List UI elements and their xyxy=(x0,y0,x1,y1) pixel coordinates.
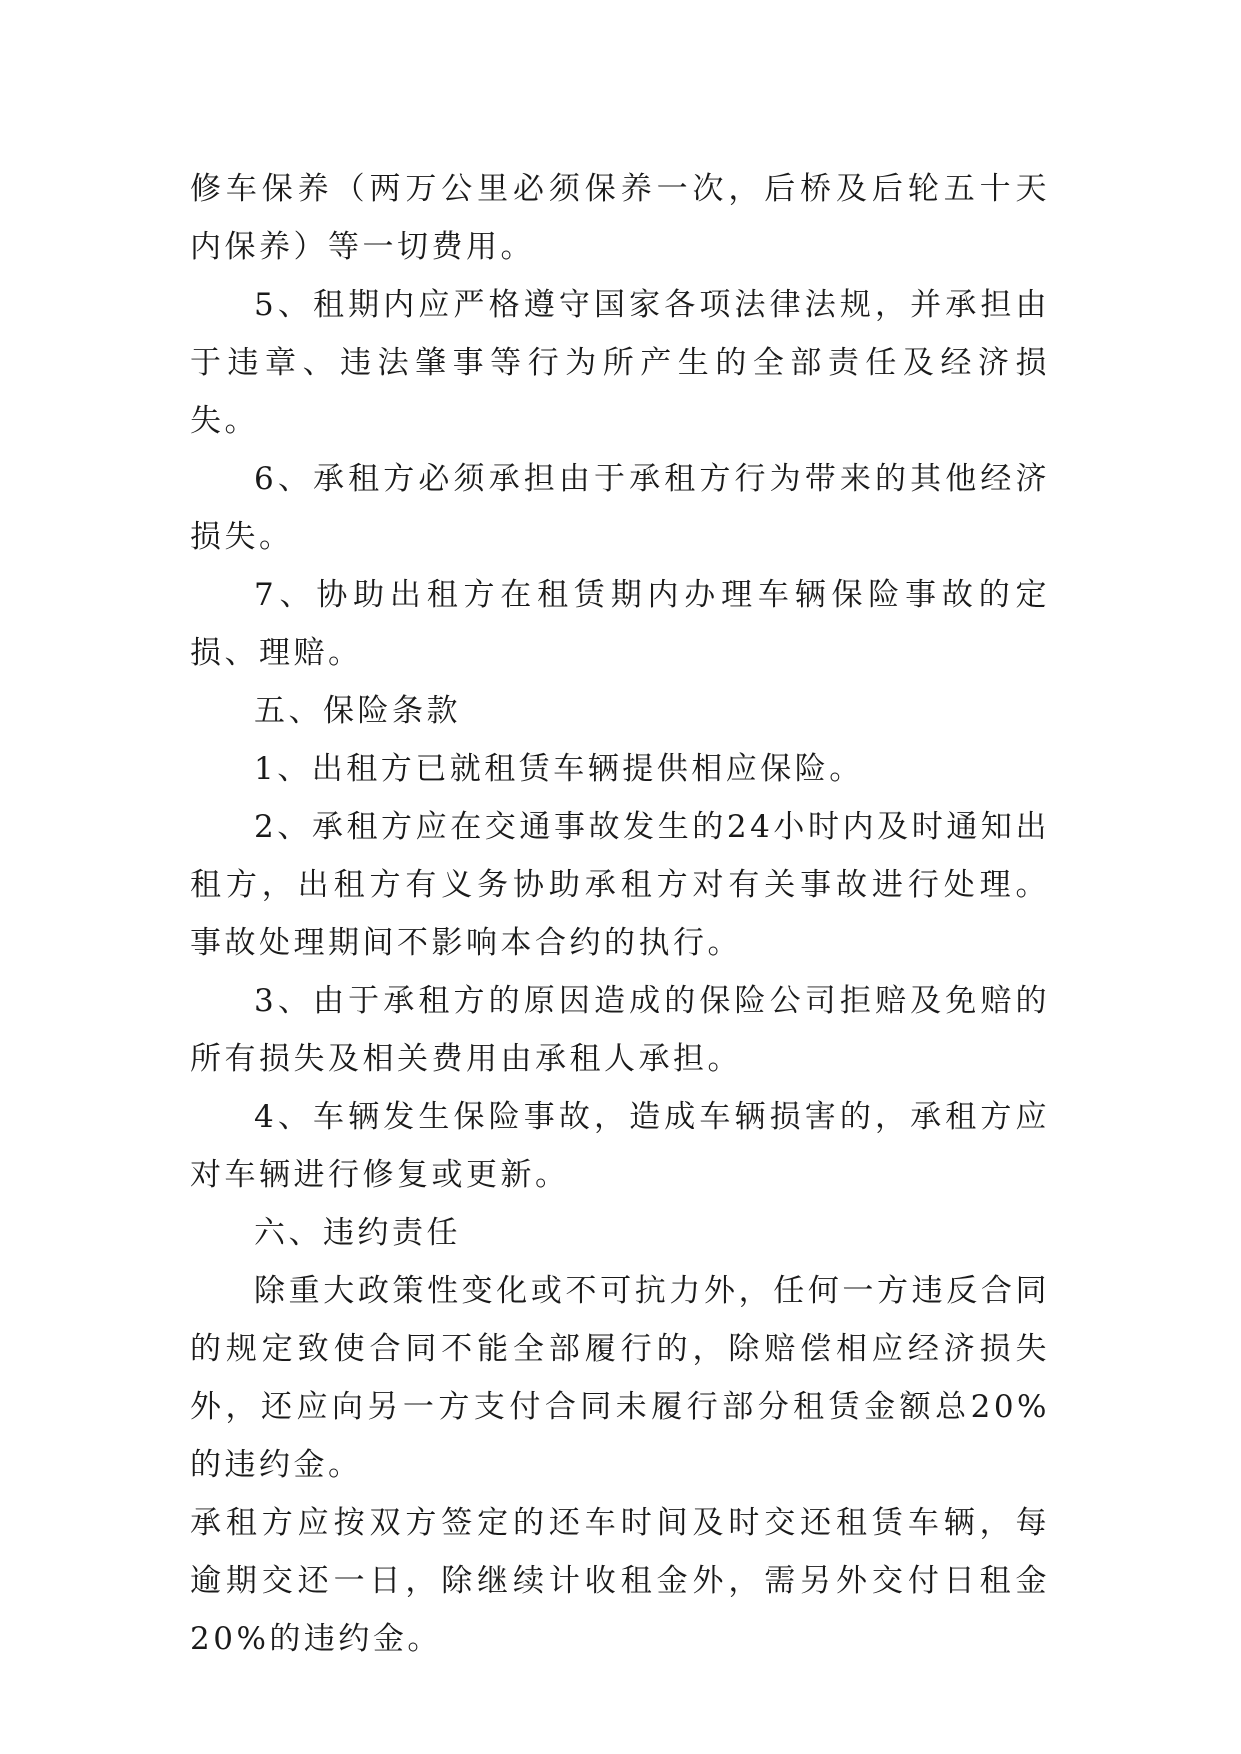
paragraph-liability-1: 除重大政策性变化或不可抗力外，任何一方违反合同的规定致使合同不能全部履行的，除赔偿相应经济损失外，还应向另一方支付合同未履行部分租赁金额总20%的违约金。 xyxy=(190,1273,1050,1483)
paragraph-insurance-4: 4、车辆发生保险事故，造成车辆损害的，承租方应对车辆进行修复或更新。 xyxy=(190,1099,1050,1193)
paragraph-clause-6: 6、承租方必须承担由于承租方行为带来的其他经济损失。 xyxy=(190,461,1050,555)
paragraph-maintenance-cost: 修车保养（两万公里必须保养一次，后桥及后轮五十天内保养）等一切费用。 xyxy=(190,171,1050,265)
section-heading-liability: 六、违约责任 xyxy=(254,1215,461,1251)
paragraph-clause-5: 5、租期内应严格遵守国家各项法律法规，并承担由于违章、违法肇事等行为所产生的全部责任及经济损失。 xyxy=(190,287,1050,439)
paragraph-clause-7: 7、协助出租方在租赁期内办理车辆保险事故的定损、理赔。 xyxy=(190,577,1050,671)
section-heading-insurance: 五、保险条款 xyxy=(254,693,461,729)
paragraph-insurance-2: 2、承租方应在交通事故发生的24小时内及时通知出租方，出租方有义务协助承租方对有关事故进行处理。事故处理期间不影响本合约的执行。 xyxy=(190,809,1050,961)
paragraph-liability-2: 承租方应按双方签定的还车时间及时交还租赁车辆，每逾期交还一日，除继续计收租金外，需另外交付日租金20%的违约金。 xyxy=(190,1505,1050,1657)
paragraph-insurance-3: 3、由于承租方的原因造成的保险公司拒赔及免赔的所有损失及相关费用由承租人承担。 xyxy=(190,983,1050,1077)
paragraph-insurance-1: 1、出租方已就租赁车辆提供相应保险。 xyxy=(254,751,864,787)
document-body xyxy=(190,160,1050,1668)
